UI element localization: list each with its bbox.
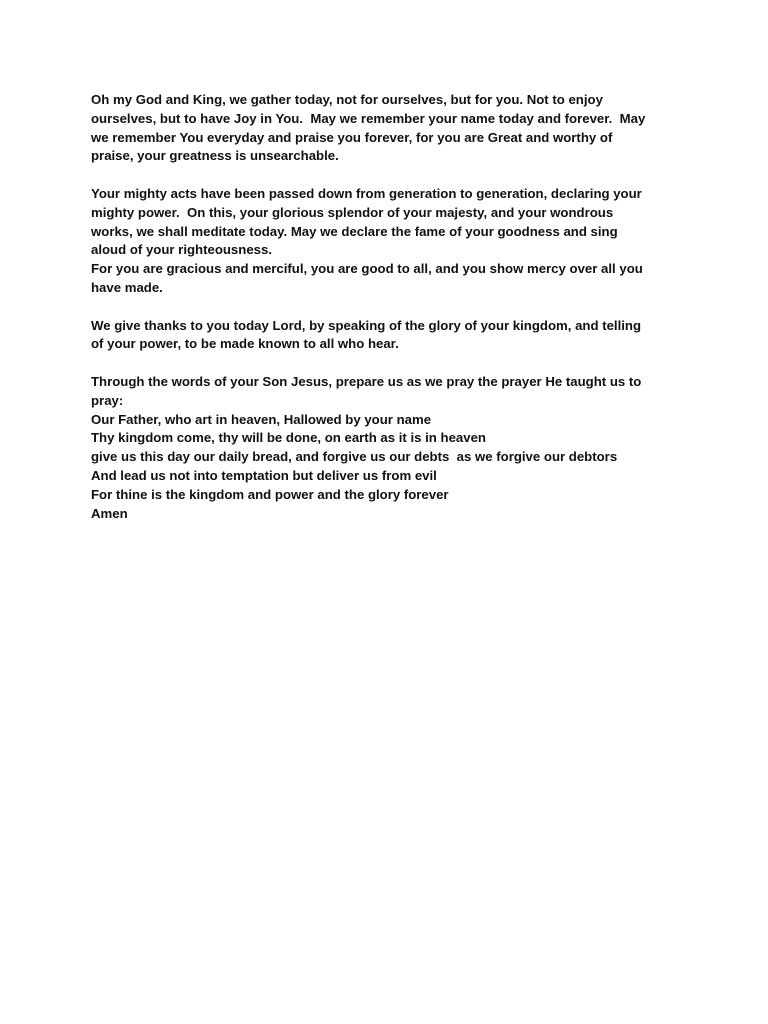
text-line: We give thanks to you today Lord, by speaking of the glory of your kingdom, and telling	[91, 317, 642, 333]
paragraph-opening	[91, 91, 691, 166]
paragraph-thanks	[91, 317, 691, 355]
text-line: And lead us not into temptation but deliver us from evil	[91, 467, 437, 483]
document-body	[91, 91, 691, 523]
text-line: pray:	[91, 392, 124, 408]
text-line: works, we shall meditate today. May we declare the fame of your goodness and sing	[91, 223, 618, 239]
text-line: Your mighty acts have been passed down from generation to generation, declaring your	[91, 185, 642, 201]
text-line: ourselves, but to have Joy in You. May we remember your name today and forever. May	[91, 110, 646, 126]
text-line: give us this day our daily bread, and forgive us our debts as we forgive our debtors	[91, 449, 618, 465]
text-line: Thy kingdom come, thy will be done, on earth as it is in heaven	[91, 430, 486, 446]
text-line: Through the words of your Son Jesus, prepare us as we pray the prayer He taught us to	[91, 373, 642, 389]
text-line: Amen	[91, 505, 128, 521]
paragraph-spacer	[91, 166, 691, 185]
paragraph-lords-prayer	[91, 373, 691, 523]
text-line: have made.	[91, 279, 163, 295]
text-line: aloud of your righteousness.	[91, 242, 272, 258]
text-line: of your power, to be made known to all who hear.	[91, 336, 399, 352]
text-line: Oh my God and King, we gather today, not for ourselves, but for you. Not to enjoy	[91, 92, 603, 107]
text-line: praise, your greatness is unsearchable.	[91, 148, 339, 164]
text-line: Our Father, who art in heaven, Hallowed by your name	[91, 411, 432, 427]
text-line: mighty power. On this, your glorious splendor of your majesty, and your wondrous	[91, 204, 614, 220]
paragraph-spacer	[91, 354, 691, 373]
paragraph-spacer	[91, 298, 691, 317]
text-line: For thine is the kingdom and power and the glory forever	[91, 486, 449, 502]
text-line: For you are gracious and merciful, you are good to all, and you show mercy over all you	[91, 261, 643, 277]
paragraph-mighty-acts	[91, 185, 691, 298]
text-line: we remember You everyday and praise you forever, for you are Great and worthy of	[91, 129, 613, 145]
